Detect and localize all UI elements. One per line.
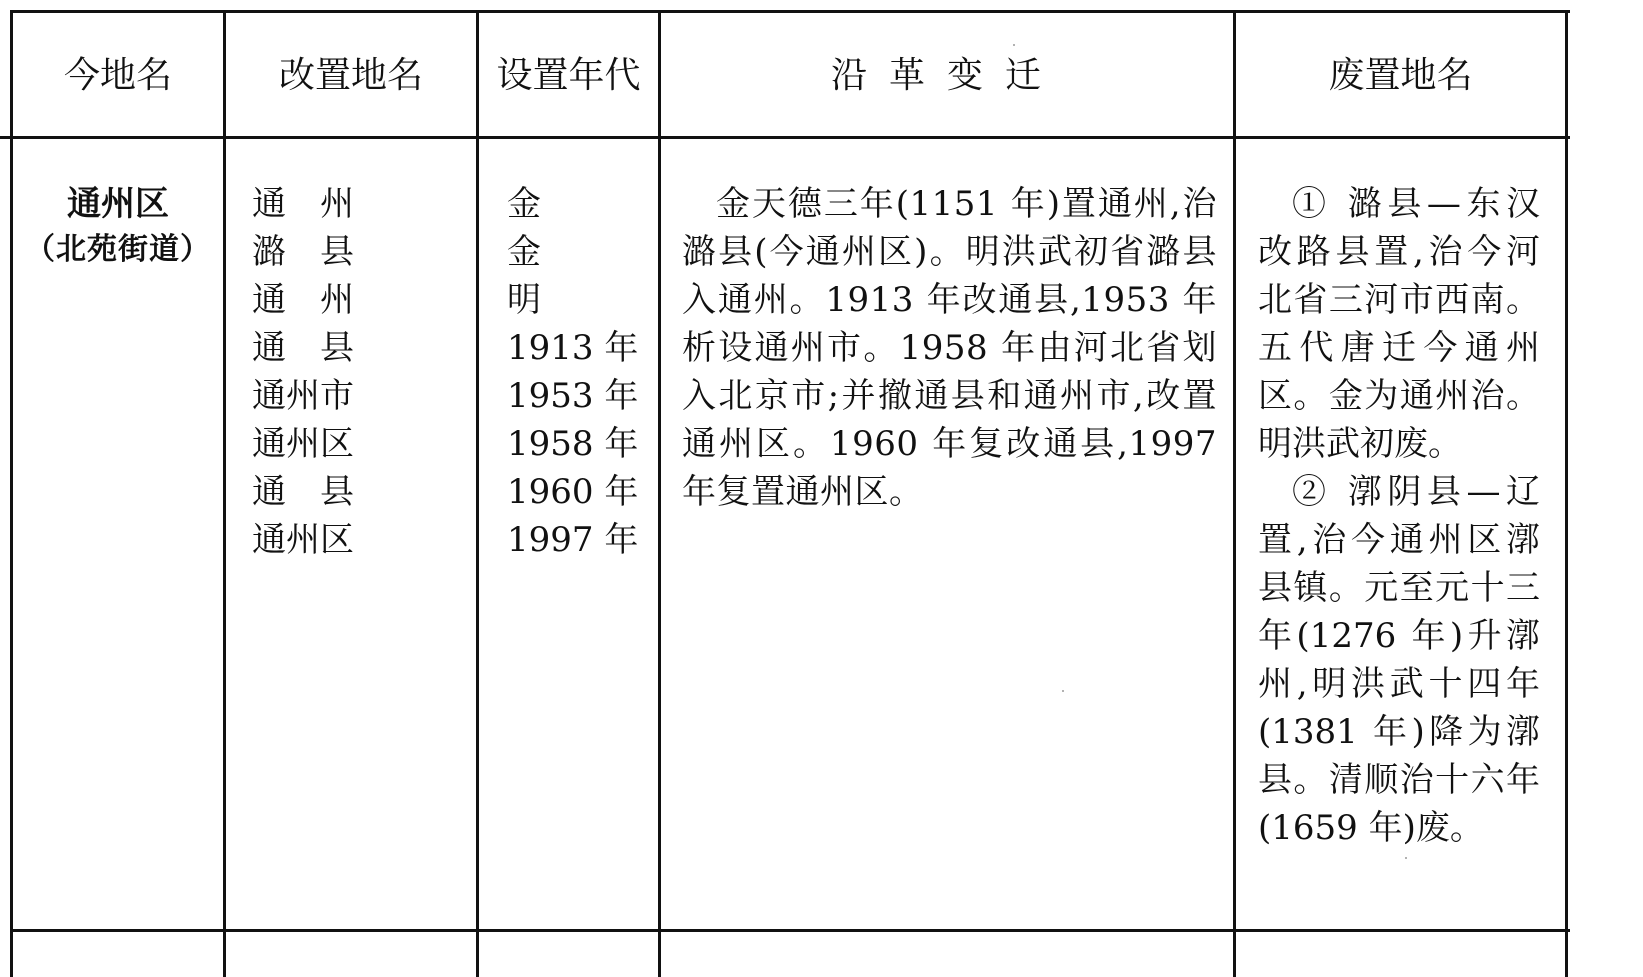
setup-year: 1913 年 — [507, 328, 639, 368]
scan-speck — [1405, 857, 1407, 859]
renamed-place: 通 县 — [252, 472, 354, 512]
header-current-name: 今地名 — [63, 55, 172, 96]
header-renamed-places: 改置地名 — [278, 55, 423, 96]
scan-speck — [1013, 44, 1015, 46]
current-name: 通州区 — [67, 184, 169, 224]
abolished-place-entry: ② 漷阴县—辽置,治今通州区漷县镇。元至元十三年(1276 年)升漷州,明洪武十四年(1381 年)降为漷县。清顺治十六年(1659 年)废。 — [1258, 472, 1540, 848]
column-divider — [10, 10, 13, 977]
setup-year: 明 — [507, 280, 541, 320]
renamed-place: 通州区 — [252, 424, 354, 464]
header-divider — [0, 136, 1570, 139]
renamed-place: 通 州 — [252, 280, 354, 320]
column-divider — [476, 10, 479, 977]
year-cell — [507, 180, 657, 564]
history-cell: 金天德三年(1151 年)置通州,治潞县(今通州区)。明洪武初省潞县入通州。1913 年改通县,1953 年析设通州市。1958 年由河北省划入北京市;并撤通县和通州市,改置通州区。1960 年复改通县,1997 年复置通州区。 — [682, 184, 1217, 512]
renamed-places-cell — [252, 180, 462, 564]
setup-year: 1960 年 — [507, 472, 639, 512]
column-divider — [1565, 10, 1568, 977]
abolished-places-cell — [1258, 180, 1540, 852]
current-name-note: （北苑街道） — [25, 232, 211, 267]
setup-year: 1953 年 — [507, 376, 639, 416]
abolished-place-entry: ① 潞县—东汉改路县置,治今河北省三河市西南。五代唐迁今通州区。金为通州治。明洪武初废。 — [1258, 184, 1540, 464]
scan-speck — [1062, 690, 1064, 692]
renamed-place: 潞 县 — [252, 232, 354, 272]
setup-year: 金 — [507, 184, 541, 224]
renamed-place: 通州市 — [252, 376, 354, 416]
table-top-border — [10, 10, 1570, 13]
header-year: 设置年代 — [496, 55, 641, 96]
renamed-place: 通州区 — [252, 520, 354, 560]
table-bottom-border — [10, 929, 1570, 932]
renamed-place: 通 县 — [252, 328, 354, 368]
column-divider — [223, 10, 226, 977]
setup-year: 1958 年 — [507, 424, 639, 464]
column-divider — [1233, 10, 1236, 977]
setup-year: 金 — [507, 232, 541, 272]
header-abolished-places: 废置地名 — [1328, 55, 1473, 96]
column-divider — [658, 10, 661, 977]
current-name-cell — [13, 180, 223, 272]
header-history: 沿革变迁 — [830, 55, 1063, 96]
renamed-place: 通 州 — [252, 184, 354, 224]
setup-year: 1997 年 — [507, 520, 639, 560]
